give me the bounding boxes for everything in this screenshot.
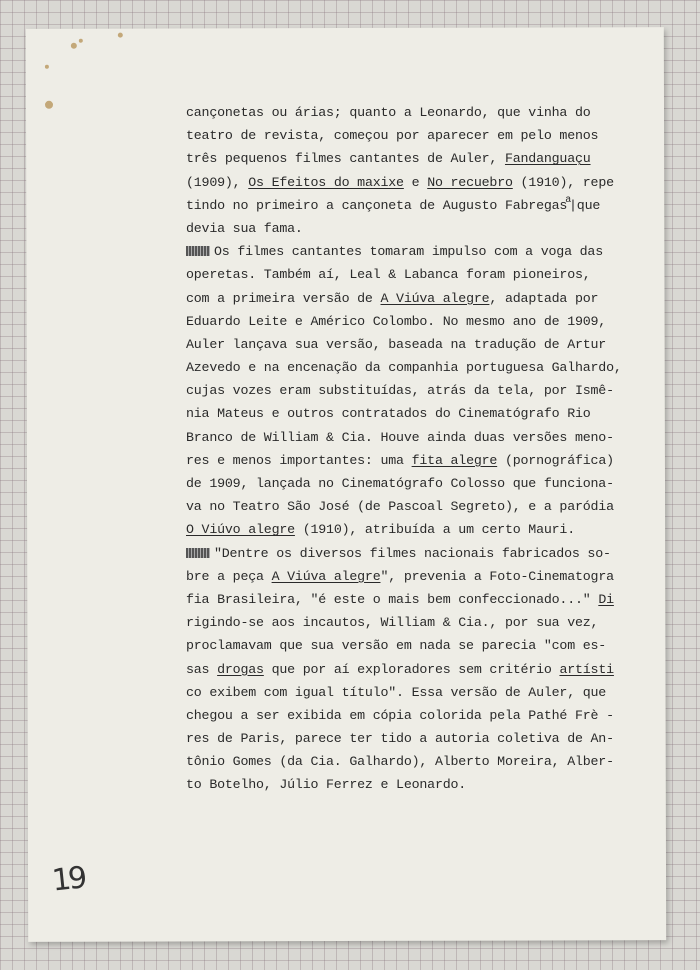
text-line: sas drogas que por aí exploradores sem critério artísti <box>186 661 614 677</box>
text-line: (1909), Os Efeitos do maxixe e No recuebro (1910), repe <box>186 174 614 190</box>
text-line: teatro de revista, começou por aparecer em pelo menos <box>186 128 599 144</box>
text-line: res e menos importantes: uma fita alegre (pornográfica) <box>186 452 614 468</box>
text-line: O Viúvo alegre (1910), atribuída a um certo Mauri. <box>186 522 575 538</box>
text-line: Eduardo Leite e Américo Colombo. No mesmo ano de 1909, <box>186 313 607 329</box>
page-number: 19 <box>50 860 86 899</box>
text-line: proclamavam que sua versão em nada se parecia "com es- <box>186 638 607 654</box>
text-line: de 1909, lançada no Cinematógrafo Colosso que funciona- <box>186 476 614 491</box>
text-line: operetas. Também aí, Leal & Labanca foram pioneiros, <box>186 267 591 283</box>
insertion-mark: a <box>565 194 572 206</box>
text-line: cujas vozes eram substituídas, atrás da tela, por Ismê- <box>186 383 614 399</box>
text-line: res de Paris, parece ter tido a autoria coletiva de An- <box>186 731 614 747</box>
stain-spot <box>79 39 83 43</box>
text-line: Branco de William & Cia. Houve ainda duas versões meno- <box>186 429 614 445</box>
text-line: "Dentre os diversos filmes nacionais fabricados so- <box>186 542 636 565</box>
text-line: com a primeira versão de A Viúva alegre, adaptada por <box>186 290 599 306</box>
text-line: Auler lançava sua versão, baseada na tradução de Artur <box>186 336 607 352</box>
text-line: rigindo-se aos incautos, William & Cia., por sua vez, <box>186 615 599 631</box>
text-line: tônio Gomes (da Cia. Galhardo), Alberto Moreira, Alber- <box>186 754 614 770</box>
text-line: Os filmes cantantes tomaram impulso com a voga das <box>186 240 636 263</box>
text-line: chegou a ser exibida em cópia colorida pela Pathé Frè - <box>186 707 614 723</box>
stain-spot <box>45 65 49 69</box>
text-line: Azevedo e na encenação da companhia portuguesa Galhardo, <box>186 360 622 376</box>
text-line: três pequenos filmes cantantes de Auler, Fandanguaçu <box>186 151 591 167</box>
text-line: to Botelho, Júlio Ferrez e Leonardo. <box>186 777 467 793</box>
paragraph-mark <box>186 246 210 256</box>
text-line: cançonetas ou árias; quanto a Leonardo, que vinha do <box>186 105 591 120</box>
paragraph-mark <box>186 548 210 558</box>
text-line: fia Brasileira, "é este o mais bem confeccionado..." Di <box>186 591 614 607</box>
stain-spot <box>118 33 123 38</box>
text-line: bre a peça A Viúva alegre", prevenia a Foto-Cinematogra <box>186 568 614 584</box>
text-line: nia Mateus e outros contratados do Cinematógrafo Rio <box>186 406 591 422</box>
stain-spot <box>45 101 53 109</box>
stain-spot <box>71 43 77 49</box>
body-text <box>186 101 636 797</box>
text-line: va no Teatro São José (de Pascoal Segreto), e a paródia <box>186 499 614 515</box>
text-line: tindo no primeiro a cançoneta de Augusto Fabregas$^a$|que <box>186 194 601 213</box>
text-line: devia sua fama. <box>186 220 303 236</box>
text-line: co exibem com igual título". Essa versão de Auler, que <box>186 684 607 700</box>
